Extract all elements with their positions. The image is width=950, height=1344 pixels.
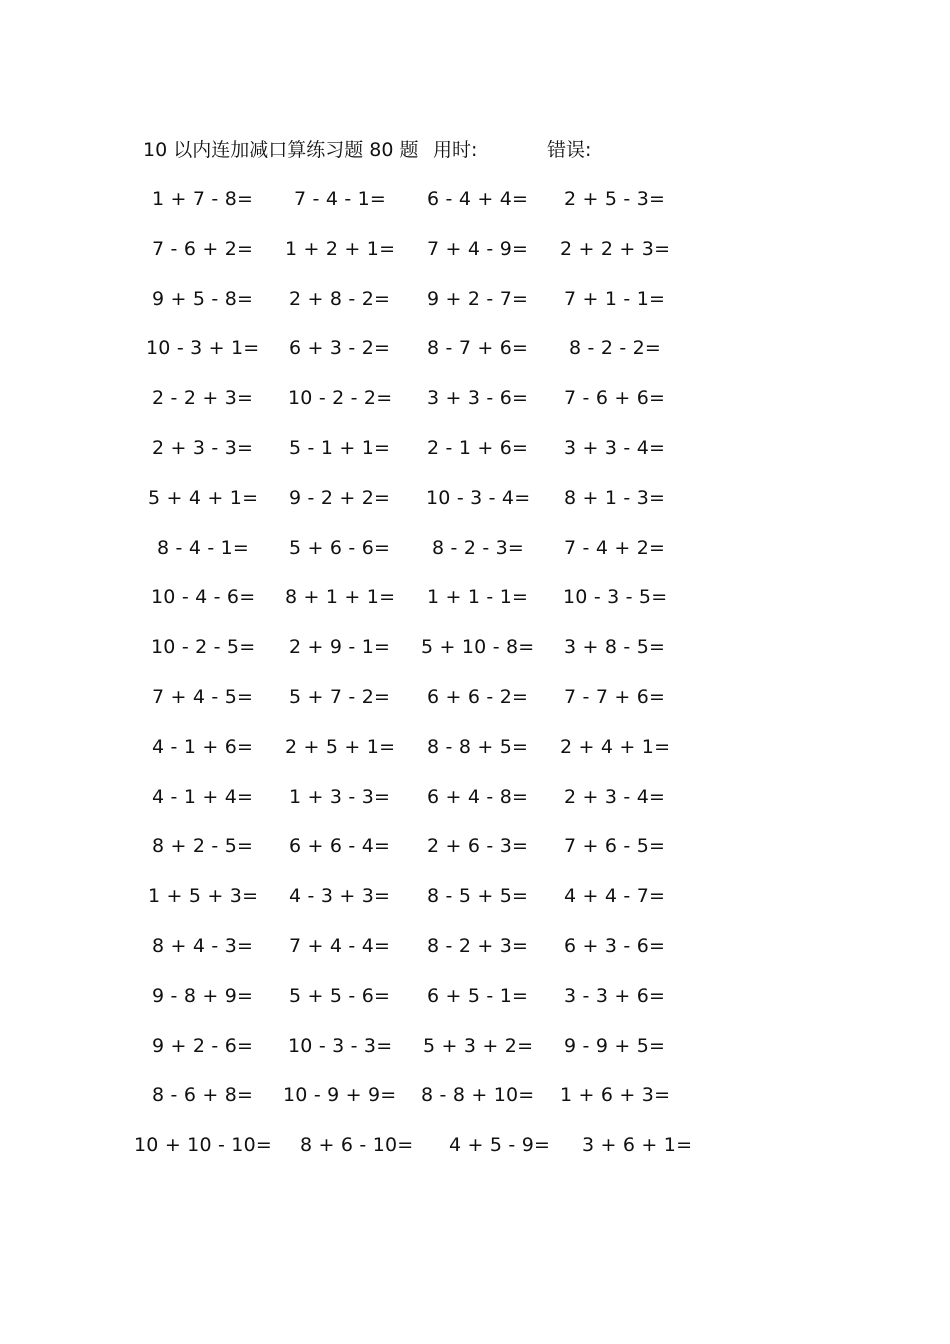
problem-row: [0, 582, 950, 612]
problem-item: 2 - 2 + 3=: [152, 387, 254, 410]
problem-item: 8 - 6 + 8=: [152, 1084, 254, 1107]
problem-item: 8 - 8 + 10=: [421, 1084, 535, 1107]
problem-row: [0, 1130, 950, 1160]
problem-item: 8 + 1 + 1=: [285, 586, 396, 609]
worksheet-title: 10 以内连加减口算练习题 80 题: [143, 139, 419, 161]
problem-item: 4 - 1 + 4=: [152, 785, 254, 808]
problem-item: 8 - 2 - 3=: [432, 536, 525, 559]
problem-item: 9 + 2 - 6=: [152, 1034, 254, 1057]
problem-item: 6 + 6 - 2=: [427, 686, 529, 708]
problem-item: 2 + 8 - 2=: [289, 287, 391, 310]
problem-item: 3 - 3 + 6=: [564, 984, 666, 1007]
problem-item: 4 + 4 - 7=: [564, 885, 666, 908]
problem-item: 7 + 6 - 5=: [564, 835, 666, 858]
problem-item: 8 - 8 + 5=: [427, 735, 529, 758]
problem-item: 4 - 1 + 6=: [152, 735, 254, 758]
problem-item: 10 - 3 - 5=: [563, 586, 668, 609]
problem-row: [0, 184, 950, 214]
problem-item: 7 + 4 - 5=: [152, 686, 254, 708]
problem-item: 10 - 3 + 1=: [146, 337, 260, 360]
problem-row: [0, 931, 950, 961]
problem-item: 6 + 3 - 2=: [289, 337, 391, 360]
problem-row: [0, 234, 950, 264]
problem-item: 5 + 3 + 2=: [423, 1034, 534, 1057]
problem-item: 2 + 5 - 3=: [564, 188, 666, 210]
problem-item: 2 + 2 + 3=: [560, 237, 671, 260]
problem-item: 5 + 10 - 8=: [421, 636, 535, 659]
problem-row: [0, 732, 950, 762]
problem-item: 1 + 5 + 3=: [148, 885, 259, 908]
problem-item: 10 - 3 - 3=: [288, 1034, 393, 1057]
problem-item: 4 - 3 + 3=: [289, 885, 391, 908]
problem-item: 5 + 7 - 2=: [289, 686, 391, 708]
problem-item: 2 + 9 - 1=: [289, 636, 391, 659]
problem-item: 9 + 2 - 7=: [427, 287, 529, 310]
problem-item: 5 + 4 + 1=: [148, 486, 259, 509]
problem-row: [0, 632, 950, 662]
problem-row: [0, 483, 950, 513]
error-count-label: 错误:: [547, 139, 592, 161]
problem-item: 3 + 8 - 5=: [564, 636, 666, 659]
problem-item: 8 - 2 + 3=: [427, 935, 529, 957]
problem-item: 8 + 4 - 3=: [152, 935, 254, 957]
problem-row: [0, 1031, 950, 1061]
problem-item: 1 + 1 - 1=: [427, 586, 529, 609]
problem-item: 9 - 8 + 9=: [152, 984, 254, 1007]
problem-item: 3 + 3 - 6=: [427, 387, 529, 410]
problem-item: 6 + 5 - 1=: [427, 984, 529, 1007]
problem-row: [0, 533, 950, 563]
problem-item: 5 + 6 - 6=: [289, 536, 391, 559]
problem-item: 7 - 4 + 2=: [564, 536, 666, 559]
problem-item: 10 - 3 - 4=: [426, 486, 531, 509]
problem-item: 8 - 7 + 6=: [427, 337, 529, 360]
problem-item: 7 - 7 + 6=: [564, 686, 666, 708]
problem-item: 2 + 4 + 1=: [560, 735, 671, 758]
time-used-label: 用时:: [433, 139, 478, 161]
problem-item: 1 + 3 - 3=: [289, 785, 391, 808]
problem-row: [0, 333, 950, 363]
problem-item: 8 + 6 - 10=: [300, 1134, 414, 1157]
problem-item: 9 + 5 - 8=: [152, 287, 254, 310]
problem-item: 2 + 3 - 3=: [152, 437, 254, 459]
problem-item: 6 + 6 - 4=: [289, 835, 391, 858]
problem-item: 6 + 3 - 6=: [564, 935, 666, 957]
problem-item: 8 + 1 - 3=: [564, 486, 666, 509]
problem-item: 6 + 4 - 8=: [427, 785, 529, 808]
problem-item: 2 + 6 - 3=: [427, 835, 529, 858]
problem-item: 2 + 5 + 1=: [285, 735, 396, 758]
problem-row: [0, 682, 950, 712]
problem-item: 7 + 4 - 9=: [427, 237, 529, 260]
problem-item: 1 + 2 + 1=: [285, 237, 396, 260]
problem-item: 7 - 6 + 2=: [152, 237, 254, 260]
problem-item: 10 - 9 + 9=: [283, 1084, 397, 1107]
problem-row: [0, 831, 950, 861]
problem-row: [0, 433, 950, 463]
problem-item: 6 - 4 + 4=: [427, 188, 529, 210]
problem-item: 7 - 4 - 1=: [294, 188, 387, 210]
problem-item: 9 - 9 + 5=: [564, 1034, 666, 1057]
problem-item: 5 - 1 + 1=: [289, 437, 391, 459]
problem-row: [0, 284, 950, 314]
problem-item: 5 + 5 - 6=: [289, 984, 391, 1007]
problem-item: 8 + 2 - 5=: [152, 835, 254, 858]
problem-item: 1 + 7 - 8=: [152, 188, 254, 210]
problem-item: 7 - 6 + 6=: [564, 387, 666, 410]
problem-row: [0, 782, 950, 812]
problem-item: 8 - 2 - 2=: [569, 337, 662, 360]
problem-item: 1 + 6 + 3=: [560, 1084, 671, 1107]
problem-item: 10 - 2 - 2=: [288, 387, 393, 410]
problem-item: 8 - 4 - 1=: [157, 536, 250, 559]
problem-row: [0, 881, 950, 911]
problem-item: 10 - 4 - 6=: [151, 586, 256, 609]
problem-row: [0, 1080, 950, 1110]
problem-item: 10 + 10 - 10=: [134, 1134, 272, 1157]
problem-row: [0, 383, 950, 413]
problem-row: [0, 981, 950, 1011]
problem-item: 7 + 4 - 4=: [289, 935, 391, 957]
problem-item: 7 + 1 - 1=: [564, 287, 666, 310]
problem-item: 2 - 1 + 6=: [427, 437, 529, 459]
problem-item: 3 + 3 - 4=: [564, 437, 666, 459]
problem-item: 10 - 2 - 5=: [151, 636, 256, 659]
problem-item: 4 + 5 - 9=: [449, 1134, 551, 1157]
problem-item: 2 + 3 - 4=: [564, 785, 666, 808]
problem-item: 3 + 6 + 1=: [582, 1134, 693, 1157]
problem-item: 9 - 2 + 2=: [289, 486, 391, 509]
problem-item: 8 - 5 + 5=: [427, 885, 529, 908]
